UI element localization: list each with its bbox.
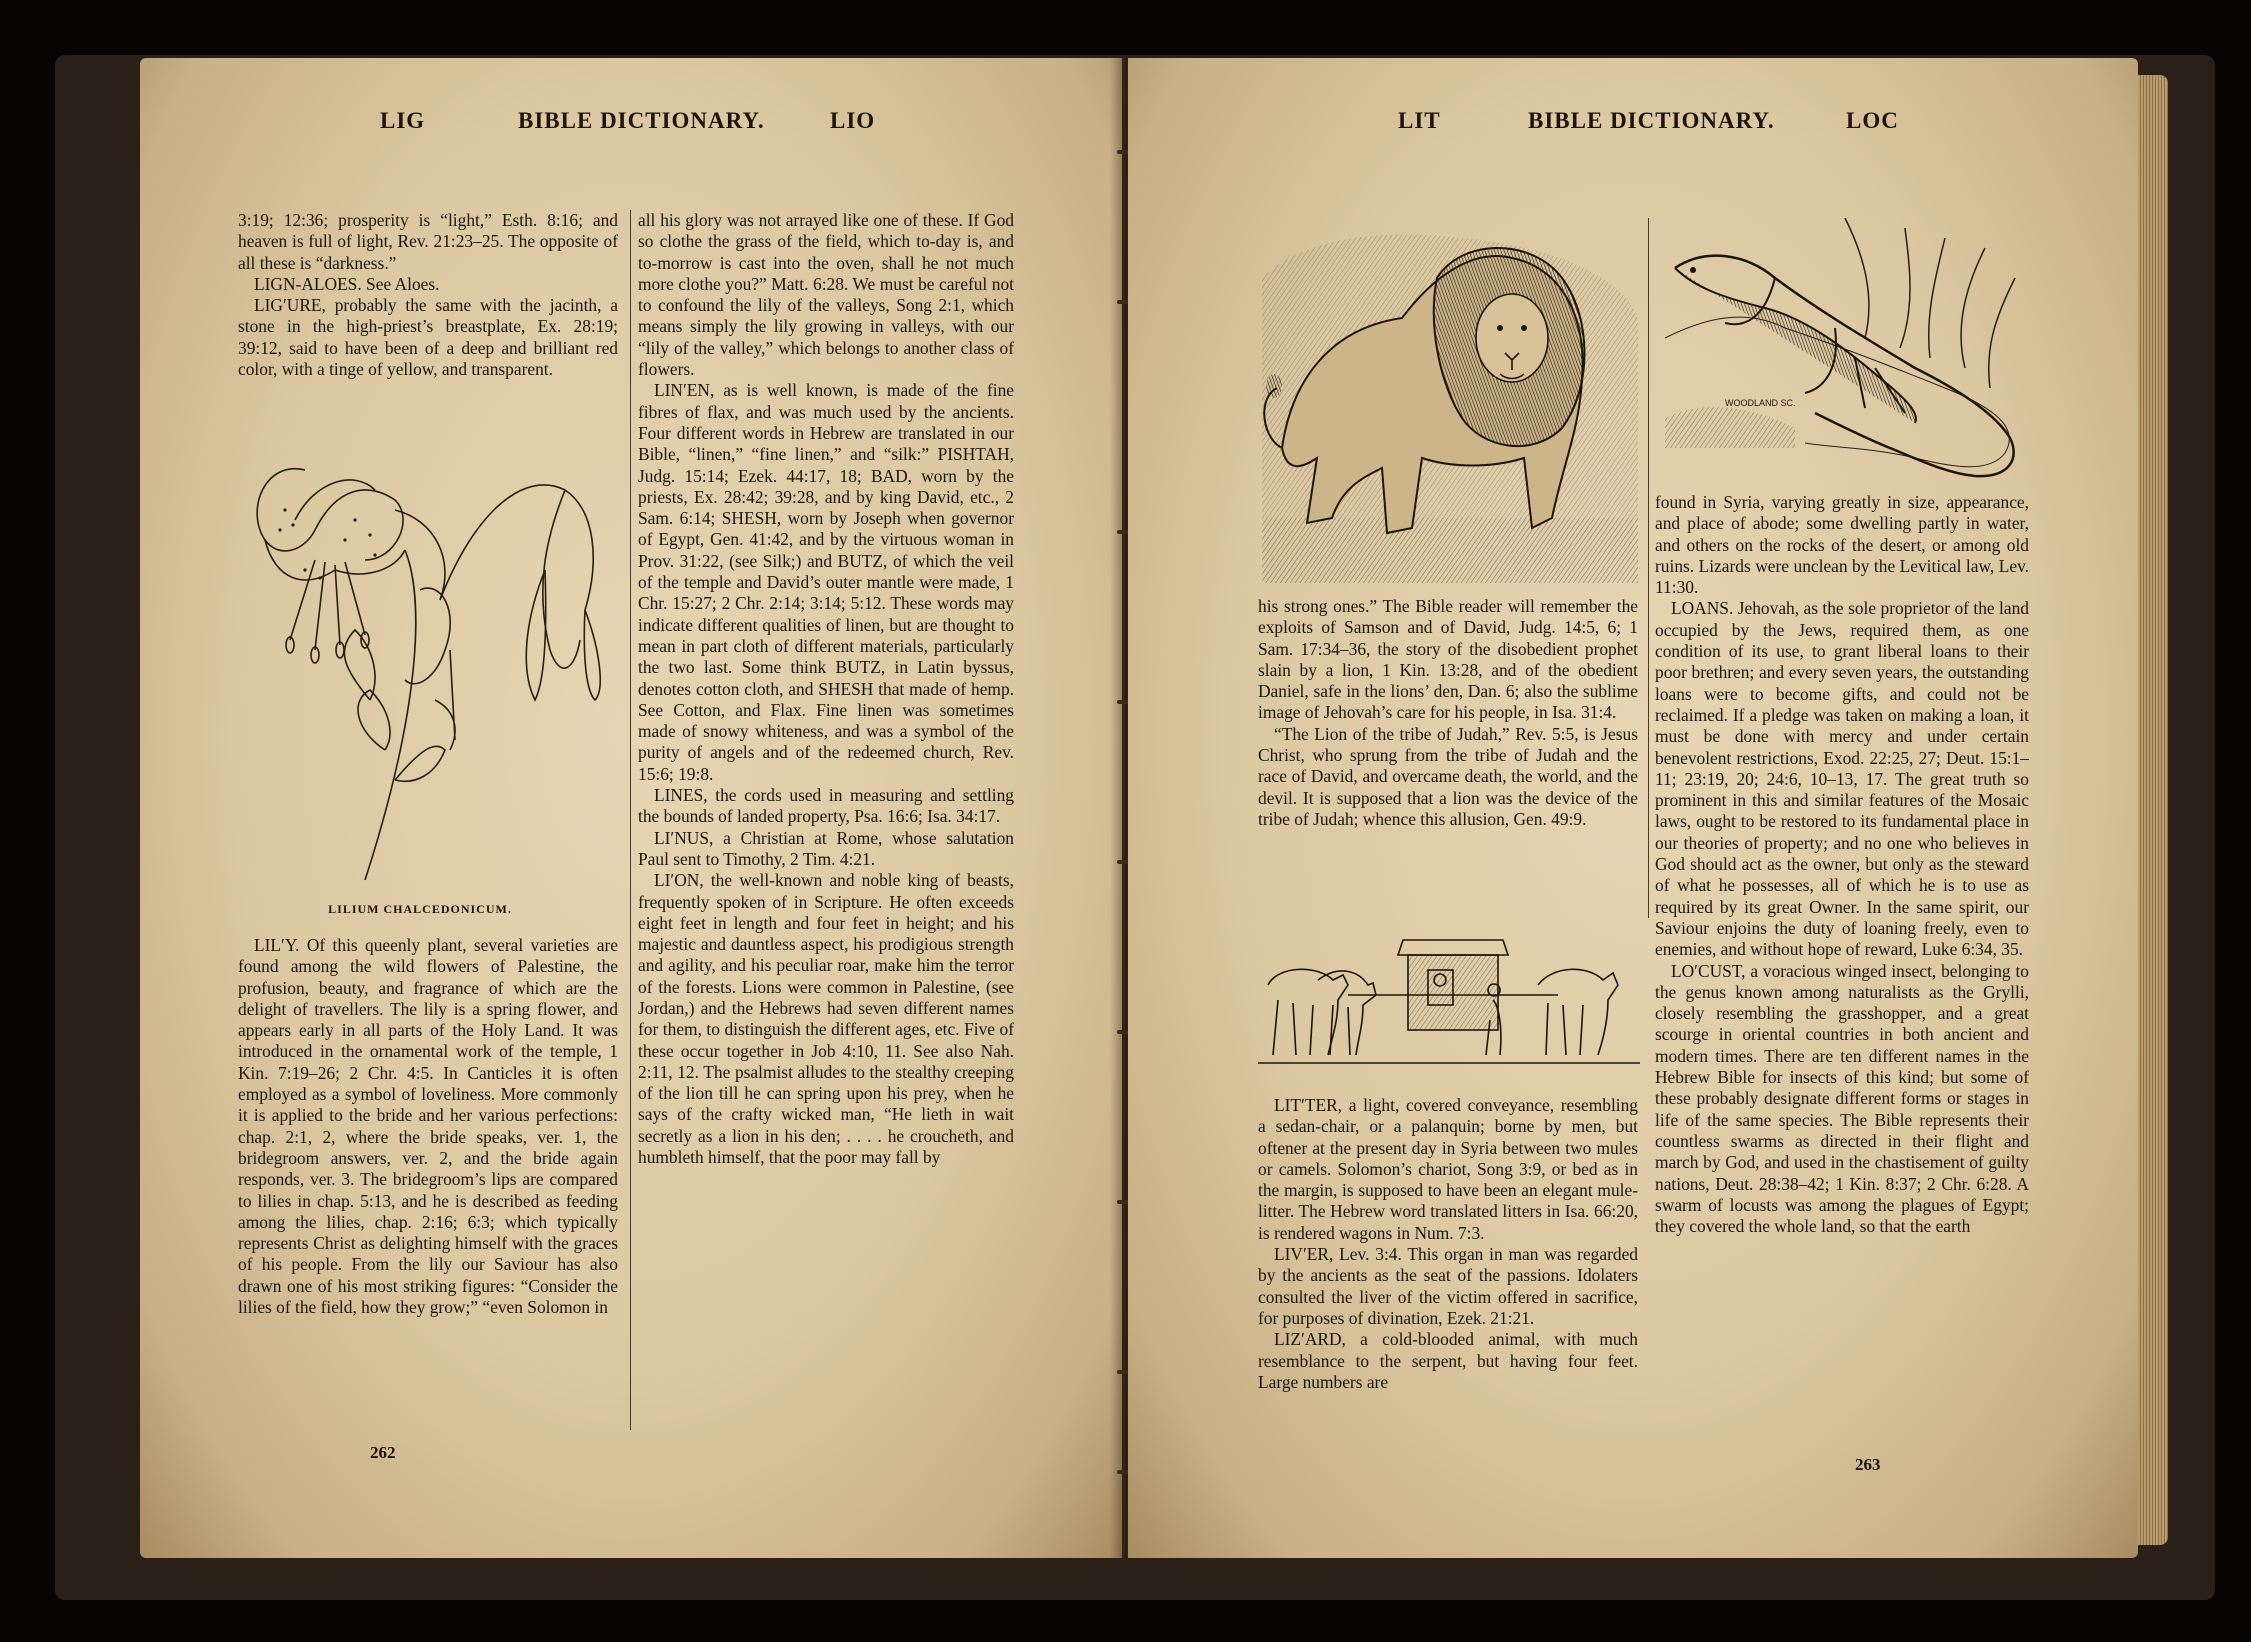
left-running-header <box>140 108 1122 138</box>
entry-paragraph: LINES, the cords used in measuring and settling the bounds of landed property, Psa. 16:6; Isa. 34:17. <box>638 785 1014 827</box>
right-col2 <box>1655 492 2029 1457</box>
entry-paragraph: LO′CUST, a voracious winged insect, belonging to the genus known among naturalists as the Grylli, closely resembling the grasshopper, and a great scourge in oriental countries in both ancient and modern times. There are ten different names in the Hebrew Bible for insects of this kind; but some of these probably designate different forms or stages in life of the same species. The Bible represents their countless swarms as directed in their flight and march by God, and used in the chastisement of guilty nations, Deut. 28:38–42; 1 Kin. 8:37; 2 Chr. 6:28. A swarm of locusts was among the plagues of Egypt; they covered the whole land, so that the earth <box>1655 960 2029 1237</box>
left-col2 <box>638 210 1014 1455</box>
entry-paragraph: all his glory was not arrayed like one of these. If God so clothe the grass of the field, which to-day is, and to-morrow is cast into the oven, shall he not much more clothe you?” Matt. 6:28. We must be careful not to confound the lily of the valleys, Song 2:1, which means simply the lily growing in valleys, with our “lily of the valley,” which belongs to another class of flowers. <box>638 210 1014 380</box>
right-column-rule <box>1648 218 1649 918</box>
left-header-title: BIBLE DICTIONARY. <box>518 108 765 133</box>
left-header-guide-left: LIG <box>380 108 426 133</box>
entry-paragraph: “The Lion of the tribe of Judah,” Rev. 5:5, is Jesus Christ, who sprung from the tribe of Judah and the race of David, and overcame death, the world, and the devil. It is supposed that a lion was the device of the tribe of Judah; whence this allusion, Gen. 49:9. <box>1258 723 1638 829</box>
right-page-number: 263 <box>1855 1455 1881 1474</box>
entry-paragraph: LI′NUS, a Christian at Rome, whose salutation Paul sent to Timothy, 2 Tim. 4:21. <box>638 827 1014 869</box>
page-fore-edge <box>2138 75 2168 1545</box>
entry-paragraph: LIG′URE, probably the same with the jacinth, a stone in the high-priest’s breastplate, Ex. 28:19; 39:12, said to have been of a deep and brilliant red color, with a tinge of yellow, and transparent. <box>238 295 618 380</box>
entry-paragraph: LIL′Y. Of this queenly plant, several varieties are found among the wild flowers of Palestine, the profusion, beauty, and fragrance of which are the delight of travellers. The lily is a spring flower, and appears early in all parts of the Holy Land. It was introduced in the ornamental work of the temple, 1 Kin. 7:19–26; 2 Chr. 4:5. In Canticles it is often employed as a symbol of loveliness. More commonly it is applied to the bride and her various perfections: chap. 2:1, 2, where the bride speaks, ver. 1, the bridegroom answers, ver. 2, and the bride again responds, ver. 3. The bridegroom’s lips are compared to lilies in chap. 5:13, and he is described as feeding among the lilies, chap. 2:16; 6:3; which typically represents Christ as delighting himself with the graces of his people. From the lily our Saviour has also drawn one of his most striking figures: “Consider the lilies of the field, how they grow;” “even Solomon in <box>238 935 618 1318</box>
left-header-guide-right: LIO <box>830 108 876 133</box>
lizard-illustration <box>1665 218 2037 490</box>
right-header-guide-left: LIT <box>1398 108 1441 133</box>
entry-paragraph: LIN′EN, as is well known, is made of the fine fibres of flax, and was much used by the ancients. Four different words in Hebrew are translated in our Bible, “linen,” “fine linen,” and “silk:” PISHTAH, Judg. 15:14; Ezek. 44:17, 18; BAD, worn by the priests, Ex. 28:42; 39:28, and by king David, etc., 2 Sam. 6:14; SHESH, worn by Joseph when governor of Egypt, Gen. 41:42, and by the virtuous woman in Prov. 31:22, (see Silk;) and BUTZ, of which the veil of the temple and David’s outer mantle were made, 1 Chr. 15:27; 2 Chr. 2:14; 3:14; 5:12. These words may indicate different qualities of linen, but are thought to mean in part cloth of different materials, particularly the two last. Some think BUTZ, in Latin byssus, denotes cotton cloth, and SHESH that made of hemp. See Cotton, and Flax. Fine linen was sometimes made of snowy whiteness, and was a symbol of the purity of angels and of the redeemed church, Rev. 15:6; 19:8. <box>638 380 1014 784</box>
right-col1-middle <box>1258 596 1638 916</box>
litter-illustration <box>1258 925 1640 1080</box>
entry-paragraph: LOANS. Jehovah, as the sole proprietor of the land occupied by the Jews, required them, as one condition of its use, to grant liberal loans to their poor brethren; and every seven years, the outstanding loans were to become gifts, and could not be reclaimed. If a pledge was taken on making a loan, it must be done with mercy and under certain benevolent restrictions, Exod. 22:25, 27; Deut. 15:1–11; 23:19, 20; 24:6, 10–13, 17. The great truth so prominent in this and similar features of the Mosaic laws, ought to be restored to its fundamental place in our theories of property; and no one who believes in God should act as the owner, but only as the steward of what he possesses, all of which he is to use as required by its great Owner. In the same spirit, our Saviour enjoins the duty of loaning freely, even to enemies, and without hope of reward, Luke 6:34, 35. <box>1655 598 2029 960</box>
right-header-title: BIBLE DICTIONARY. <box>1528 108 1775 133</box>
entry-paragraph: LIZ′ARD, a cold-blooded animal, with much resemblance to the serpent, but having four feet. Large numbers are <box>1258 1329 1638 1392</box>
left-col1-bottom <box>238 935 618 1445</box>
right-header-guide-right: LOC <box>1846 108 1899 133</box>
entry-paragraph: LIV′ER, Lev. 3:4. This organ in man was regarded by the ancients as the seat of the passions. Idolaters consulted the liver of the victim offered in sacrifice, for purposes of divination, Ezek. 21:21. <box>1258 1244 1638 1328</box>
right-running-header <box>1128 108 2138 138</box>
left-column-rule <box>630 210 631 1430</box>
lion-illustration <box>1262 218 1638 583</box>
left-col1-top <box>238 210 618 440</box>
lily-figure-caption: LILIUM CHALCEDONICUM. <box>328 902 512 916</box>
left-page-number: 262 <box>370 1443 396 1462</box>
entry-paragraph: found in Syria, varying greatly in size, appearance, and place of abode; some dwelling partly in water, and others on the rocks of the desert, or among old ruins. Lizards were unclean by the Levitical law, Lev. 11:30. <box>1655 492 2029 598</box>
right-col1-bottom <box>1258 1095 1638 1455</box>
entry-paragraph: LI′ON, the well-known and noble king of beasts, frequently spoken of in Scripture. He often exceeds eight feet in length and four feet in height; and his majestic and dauntless aspect, his prodigious strength and agility, and his peculiar roar, make him the terror of the forests. Lions were common in Palestine, (see Jordan,) and the Hebrews had seven different names for them, to distinguish the different ages, etc. Five of these occur together in Job 4:10, 11. See also Nah. 2:11, 12. The psalmist alludes to the stealthy creeping of the lion till he can spring upon his prey, when he says of the crafty wicked man, “He lieth in wait secretly as a lion in his den; . . . . he croucheth, and humbleth himself, that the poor may fall by <box>638 870 1014 1168</box>
entry-paragraph: his strong ones.” The Bible reader will remember the exploits of Samson and of David, Judg. 14:5, 6; 1 Sam. 17:34–36, the story of the disobedient prophet slain by a lion, 1 Kin. 13:28, and of the obedient Daniel, safe in the lions’ den, Dan. 6; also the sublime image of Jehovah’s care for his people, in Isa. 31:4. <box>1258 596 1638 723</box>
entry-paragraph: 3:19; 12:36; prosperity is “light,” Esth. 8:16; and heaven is full of light, Rev. 21:23–25. The opposite of all these is “darkness.” <box>238 210 618 273</box>
entry-paragraph: LIGN-ALOES. See Aloes. <box>254 273 440 294</box>
entry-paragraph: LIT′TER, a light, covered conveyance, resembling a sedan-chair, or a palanquin; borne by men, but oftener at the present day in Syria between two mules or camels. Solomon’s chariot, Song 3:9, or bed as in the margin, is supposed to have been an elegant mule-litter. The Hebrew word translated litters in Isa. 66:20, is rendered wagons in Num. 7:3. <box>1258 1095 1638 1243</box>
lizard-engraver-mark: WOODLAND SC. <box>1725 398 1796 408</box>
lily-illustration <box>245 450 615 890</box>
